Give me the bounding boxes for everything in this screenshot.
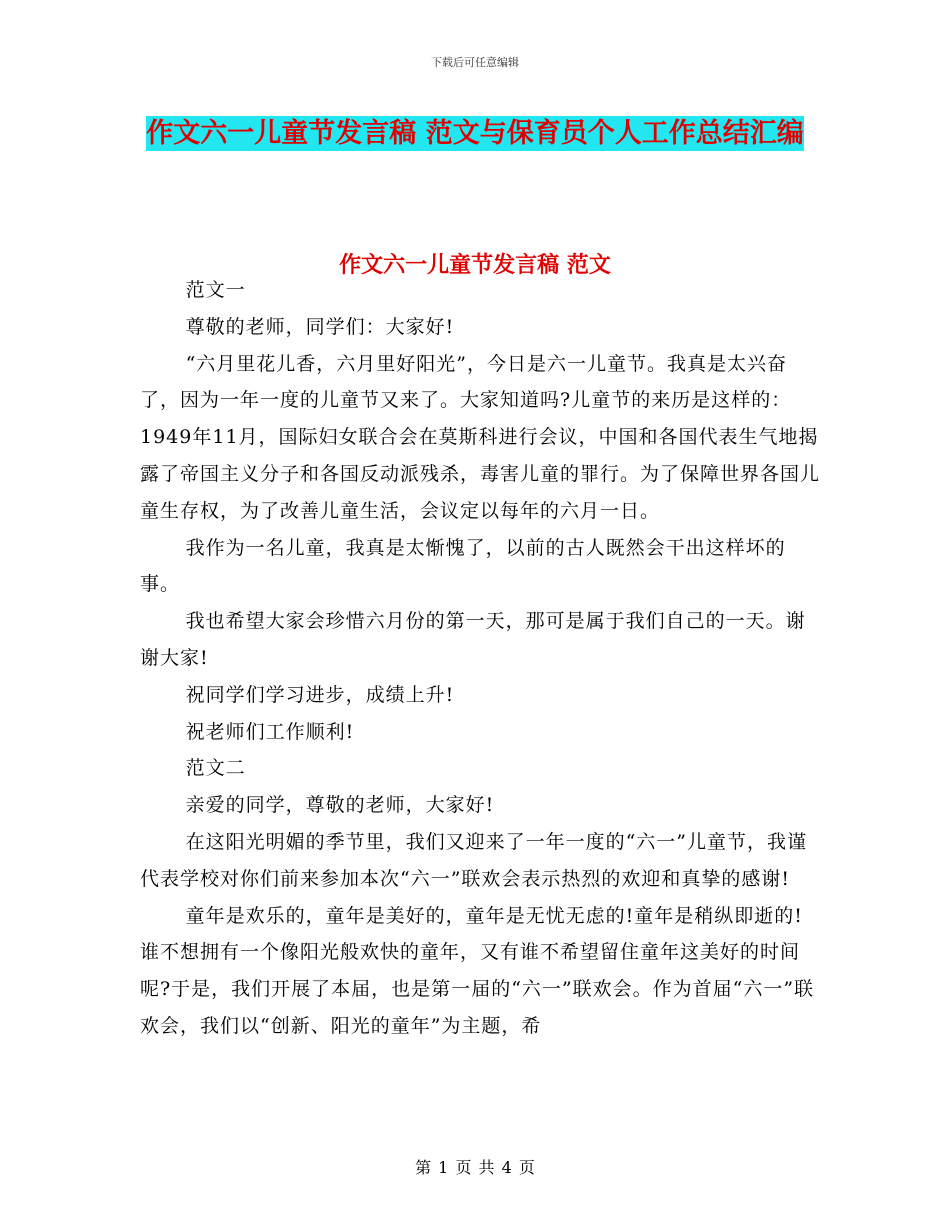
paragraph: 尊敬的老师，同学们：大家好!: [185, 315, 455, 338]
paragraph: 童年是欢乐的，童年是美好的，童年是无忧无虑的!童年是稍纵即逝的!谁不想拥有一个像阳光般欢快的童年，又有谁不希望留住童年这美好的时间呢?于是，我们开展了本届，也是第一届的“六一”联欢会。作为首届“六一”联欢会，我们以“创新、阳光的童年”为主题，希: [140, 904, 815, 1037]
section-title: 作文六一儿童节发言稿 范文: [339, 252, 611, 278]
paragraph: 亲爱的同学，尊敬的老师，大家好!: [185, 794, 495, 817]
body-text: [140, 272, 820, 1045]
header-note: 下载后可任意编辑: [431, 56, 519, 69]
page-footer: 第 1 页 共 4 页: [415, 1158, 535, 1177]
paragraph: 范文二: [185, 757, 246, 780]
paragraph: 我作为一名儿童，我真是太惭愧了，以前的古人既然会干出这样坏的事。: [140, 536, 786, 596]
paragraph: 范文一: [185, 279, 246, 301]
document-title-text: 作文六一儿童节发言稿 范文与保育员个人工作总结汇编: [146, 118, 804, 149]
document-title: [140, 110, 810, 158]
paragraph: 我也希望大家会珍惜六月份的第一天，那可是属于我们自己的一天。谢谢大家!: [140, 610, 806, 669]
paragraph: 祝老师们工作顺利!: [185, 720, 355, 743]
paragraph: “六月里花儿香，六月里好阳光”，今日是六一儿童节。我真是太兴奋了，因为一年一度的儿童节又来了。大家知道吗?儿童节的来历是这样的：1949年11月，国际妇女联合会在莫斯科进行会议，中国和各国代表生气地揭露了帝国主义分子和各国反动派残杀，毒害儿童的罪行。为了保障世界各国儿童生存权，为了改善儿童生活，会议定以每年的六月一日。: [140, 352, 821, 522]
paragraph: 祝同学们学习进步，成绩上升!: [185, 683, 455, 706]
paragraph: 在这阳光明媚的季节里，我们又迎来了一年一度的“六一”儿童节，我谨代表学校对你们前来参加本次“六一”联欢会表示热烈的欢迎和真挚的感谢!: [140, 830, 808, 890]
